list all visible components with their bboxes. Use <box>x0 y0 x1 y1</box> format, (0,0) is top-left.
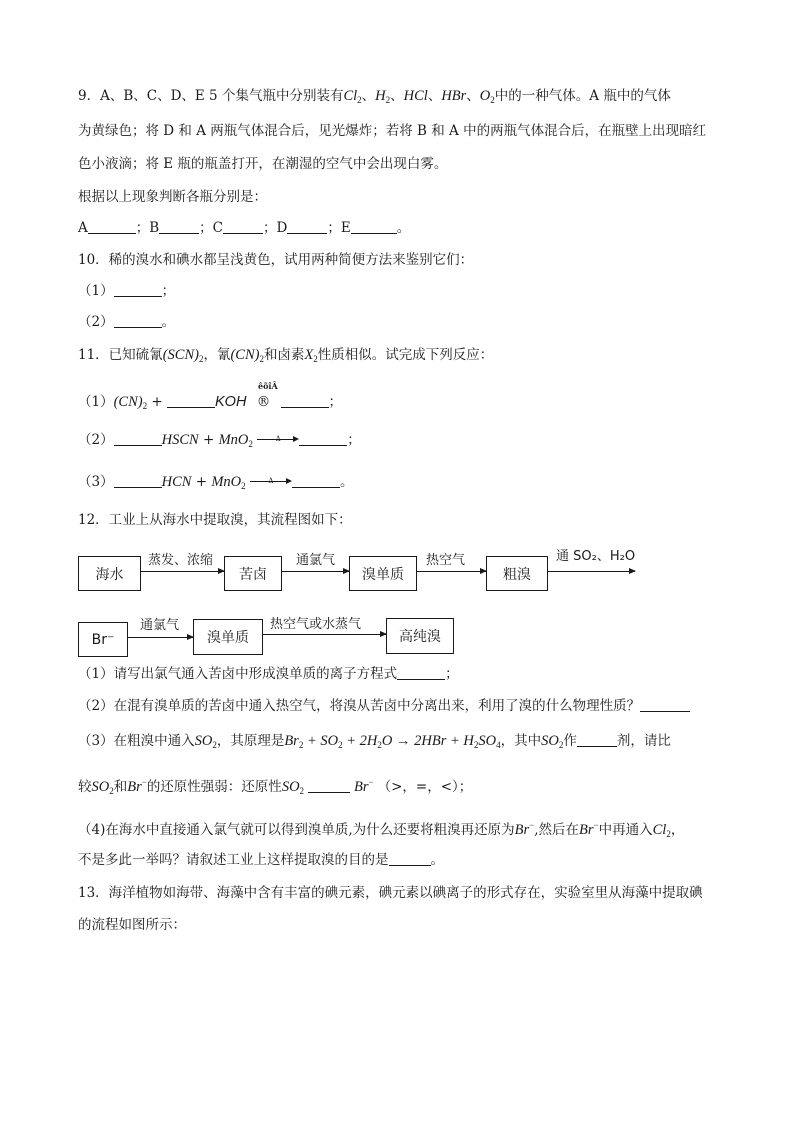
punct: ； <box>445 666 459 682</box>
plus: + <box>191 474 212 490</box>
answer-blank[interactable] <box>389 851 431 866</box>
label-d: ；D <box>263 220 288 236</box>
q12-text: （4)在海水中直接通入氯气就可以得到溴单质,为什么还要将粗溴再还原为 <box>78 822 515 838</box>
part-label: （3） <box>78 474 114 490</box>
answer-blank[interactable] <box>114 313 162 328</box>
answer-blank[interactable] <box>114 473 162 488</box>
q11-text: 性质相似。试完成下列反应： <box>317 347 494 363</box>
q12-text: 的还原性强弱：还原性 <box>146 779 282 795</box>
arrow-label-hot-air: 热空气 <box>426 553 466 568</box>
formula-text: HBr <box>421 733 447 749</box>
formula-so2 <box>195 733 217 749</box>
subscript: 2 <box>299 786 305 796</box>
formula-br-ion <box>515 822 535 838</box>
answer-blank-e[interactable] <box>351 219 397 234</box>
plus: + <box>303 733 321 749</box>
q11-reaction1 <box>78 392 342 416</box>
formula-mno2 <box>219 432 253 448</box>
subscript: 2 <box>241 481 246 491</box>
formula-text: Br <box>284 733 299 749</box>
equation <box>284 733 500 749</box>
q9-text: 中的一种气体。A 瓶中的气体 <box>494 88 671 104</box>
plus: + 2 <box>342 733 367 749</box>
q9-line2: 为黄绿色；将 D 和 A 两瓶气体混合后，见光爆炸；若将 B 和 A 中的两瓶气体混合后，在瓶壁上出现暗红 <box>78 123 707 139</box>
q9-answers <box>78 218 410 238</box>
separator: 、 <box>390 88 404 104</box>
formula-scn2 <box>163 347 204 363</box>
formula-text: SO <box>194 733 213 749</box>
formula-hcn: HCN <box>161 474 192 490</box>
formula-text: H <box>366 733 378 749</box>
punct: 。 <box>161 314 176 330</box>
subscript: 2 <box>338 740 343 750</box>
label-a: A <box>78 220 88 236</box>
superscript: − <box>368 777 374 787</box>
arrow-label-so2: 通 SO₂、H₂O <box>556 549 636 564</box>
superscript: − <box>141 777 147 787</box>
q12-s4-line2 <box>78 850 444 870</box>
q11-reaction2 <box>78 430 361 454</box>
arrow-label-chlorine: 通氯气 <box>296 553 336 568</box>
q12-text: 和 <box>113 779 128 795</box>
subscript: 4 <box>496 740 501 750</box>
heat-arrow <box>250 474 292 488</box>
formula-o2 <box>480 88 495 104</box>
flow-box-bittern: 苦卤 <box>224 556 282 591</box>
answer-blank[interactable] <box>397 665 445 680</box>
answer-blank[interactable] <box>640 697 690 712</box>
formula-mno2 <box>211 474 245 490</box>
answer-blank[interactable] <box>114 431 162 446</box>
label-e: ；E <box>327 220 351 236</box>
flow-box-bromide: Br⁻ <box>78 622 128 657</box>
answer-blank[interactable] <box>114 282 162 297</box>
punct: ； <box>347 432 361 448</box>
formula-text: Br <box>354 779 369 795</box>
separator: 、 <box>361 88 376 104</box>
punct: ； <box>328 394 343 410</box>
arrow-label-chlorine: 通氯气 <box>140 618 180 633</box>
subscript: 2 <box>558 740 564 750</box>
punct: 。 <box>339 474 354 490</box>
answer-blank[interactable] <box>281 393 329 408</box>
formula-text: SO <box>281 779 300 795</box>
q11-text: 11．已知硫氰 <box>78 347 163 363</box>
q12-text: 不是多此一举吗？请叙述工业上这样提取溴的目的是 <box>78 852 389 868</box>
formula-text: X <box>304 347 314 363</box>
answer-blank-c[interactable] <box>223 219 263 234</box>
subscript: 2 <box>666 829 671 839</box>
flow-arrow <box>127 637 193 638</box>
q9-text: 9．A、B、C、D、E 5 个集气瓶中分别装有 <box>78 88 344 104</box>
formula-text: (CN) <box>230 347 260 363</box>
q12-text: 剂，请比 <box>616 733 671 749</box>
period: 。 <box>430 852 444 868</box>
subscript: 2 <box>385 95 391 105</box>
separator: 、 <box>427 88 442 104</box>
flow-box-pure-bromine: 高纯溴 <box>386 618 454 654</box>
flow-box-seawater: 海水 <box>78 556 141 591</box>
q12-text: 作 <box>563 733 577 749</box>
separator: 、 <box>466 88 480 104</box>
q12-text: 中再通入 <box>598 822 653 838</box>
flow-arrow <box>262 634 386 635</box>
heat-arrow <box>257 432 299 446</box>
arrow-symbol: ® <box>256 394 271 410</box>
subscript: 2 <box>313 354 318 364</box>
arrow-label-hot-air-steam: 热空气或水蒸气 <box>270 617 362 632</box>
formula-text: Br <box>579 822 594 838</box>
formula-text: H <box>375 88 386 104</box>
subscript: 2 <box>142 401 148 411</box>
q9-line3: 色小液滴；将 E 瓶的瓶盖打开，在潮湿的空气中会出现白雾。 <box>78 156 448 172</box>
formula-hcl: HCl <box>403 88 428 104</box>
flow-box-crude-bromine: 粗溴 <box>486 556 548 591</box>
formula-hbr: HBr <box>441 88 467 104</box>
garbled-condition: êõîÂ <box>258 381 278 391</box>
formula-text: MnO <box>218 432 249 448</box>
formula-br-ion <box>579 822 599 838</box>
flow-arrow <box>281 571 349 572</box>
q10-line1: 10．稀的溴水和碘水都呈浅黄色，试用两种简便方法来鉴别它们： <box>78 252 474 268</box>
formula-koh: KOH <box>215 394 247 410</box>
formula-text: SO <box>320 733 339 749</box>
subscript: 2 <box>109 786 114 796</box>
plus: + <box>147 394 167 410</box>
subscript: 2 <box>248 439 253 449</box>
heat-label: Δ <box>275 435 281 443</box>
q11-line1 <box>78 345 493 369</box>
formula-text: Cl <box>652 822 667 838</box>
q12-s3-line2 <box>78 772 472 801</box>
flow-box-bromine: 溴单质 <box>193 619 263 655</box>
answer-blank-b[interactable] <box>159 219 199 234</box>
subscript: 2 <box>490 95 495 105</box>
heat-label: Δ <box>268 477 274 485</box>
part-label: （1） <box>78 394 114 410</box>
formula-cl2 <box>653 822 671 838</box>
punct: ， <box>670 822 685 838</box>
formula-br-ion <box>127 779 147 795</box>
formula-br-ion <box>354 779 374 795</box>
q12-text: ，其中 <box>500 733 542 749</box>
q9-line4: 根据以上现象判断各瓶分别是： <box>78 189 267 205</box>
formula-hscn: HSCN <box>161 432 199 448</box>
subscript: 2 <box>298 740 304 750</box>
formula-so2 <box>282 779 304 795</box>
q12-text: 较 <box>78 779 92 795</box>
subscript: 2 <box>259 354 264 364</box>
flow-arrow <box>547 571 635 572</box>
q12-text: （>，=，<）； <box>377 779 473 795</box>
q12-text: （3）在粗溴中通入 <box>78 733 195 749</box>
q10-part1 <box>78 281 175 301</box>
q11-text: ，氰 <box>203 347 231 363</box>
answer-blank[interactable] <box>167 393 215 408</box>
flow-arrow <box>140 571 224 572</box>
label-b: ；B <box>135 220 160 236</box>
formula-text: O <box>381 733 393 749</box>
q12-title: 12．工业上从海水中提取溴，其流程图如下： <box>78 512 352 528</box>
q12-s1 <box>78 664 459 684</box>
reaction-arrow: → 2 <box>392 733 422 749</box>
formula-text: MnO <box>211 474 242 490</box>
q12-text: ,然后在 <box>534 822 580 838</box>
q12-s4 <box>78 815 684 844</box>
formula-so2 <box>541 733 563 749</box>
punct: ； <box>161 283 176 299</box>
q13-line2: 的流程如图所示： <box>78 917 186 933</box>
formula-cn2 <box>114 394 148 410</box>
answer-blank-a[interactable] <box>88 219 136 234</box>
formula-so2 <box>92 779 114 795</box>
formula-text: SO <box>541 733 559 749</box>
q12-s3 <box>78 731 671 755</box>
label-c: ；C <box>199 220 224 236</box>
subscript: 2 <box>357 95 362 105</box>
q11-reaction3 <box>78 472 353 496</box>
formula-text: Cl <box>343 88 358 104</box>
q12-s2 <box>78 696 690 716</box>
part-label: （1） <box>78 283 114 299</box>
answer-blank[interactable] <box>292 473 340 488</box>
q10-part2 <box>78 312 175 332</box>
formula-text: (SCN) <box>162 347 199 363</box>
formula-cn2 <box>230 347 264 363</box>
plus: + <box>446 733 464 749</box>
formula-text: (CN) <box>113 394 143 410</box>
period: 。 <box>396 220 411 236</box>
q12-text: ，其原理是 <box>216 733 285 749</box>
answer-blank[interactable] <box>299 431 347 446</box>
formula-text: SO <box>478 733 497 749</box>
formula-text: Br <box>514 822 530 838</box>
answer-blank[interactable] <box>308 778 350 793</box>
flow-arrow <box>416 571 486 572</box>
superscript: − <box>593 820 599 830</box>
superscript: − <box>529 820 535 830</box>
part-label: （2） <box>78 432 114 448</box>
subscript: 2 <box>212 740 217 750</box>
q13-line1: 13．海洋植物如海带、海藻中含有丰富的碘元素，碘元素以碘离子的形式存在，实验室里从海藻中提取碘 <box>78 885 703 901</box>
q12-text: （2）在混有溴单质的苦卤中通入热空气，将溴从苦卤中分离出来，利用了溴的什么物理性质？ <box>78 698 641 714</box>
formula-text: H <box>463 733 474 749</box>
q9-line1 <box>78 86 671 110</box>
subscript: 2 <box>473 740 479 750</box>
subscript: 2 <box>198 354 204 364</box>
q12-text: （1）请写出氯气通入苦卤中形成溴单质的离子方程式 <box>78 666 398 682</box>
q11-text: 和卤素 <box>263 347 305 363</box>
formula-h2 <box>375 88 390 104</box>
answer-blank-d[interactable] <box>287 219 327 234</box>
formula-cl2 <box>343 88 361 104</box>
formula-text: Br <box>127 779 142 795</box>
arrow-label-evaporate: 蒸发、浓缩 <box>148 553 214 568</box>
formula-text: O <box>479 88 491 104</box>
subscript: 2 <box>377 740 382 750</box>
answer-blank[interactable] <box>577 732 617 747</box>
flow-box-bromine: 溴单质 <box>349 556 417 591</box>
plus: + <box>198 432 219 448</box>
part-label: （2） <box>78 314 114 330</box>
formula-text: SO <box>91 779 110 795</box>
formula-x2 <box>304 347 317 363</box>
